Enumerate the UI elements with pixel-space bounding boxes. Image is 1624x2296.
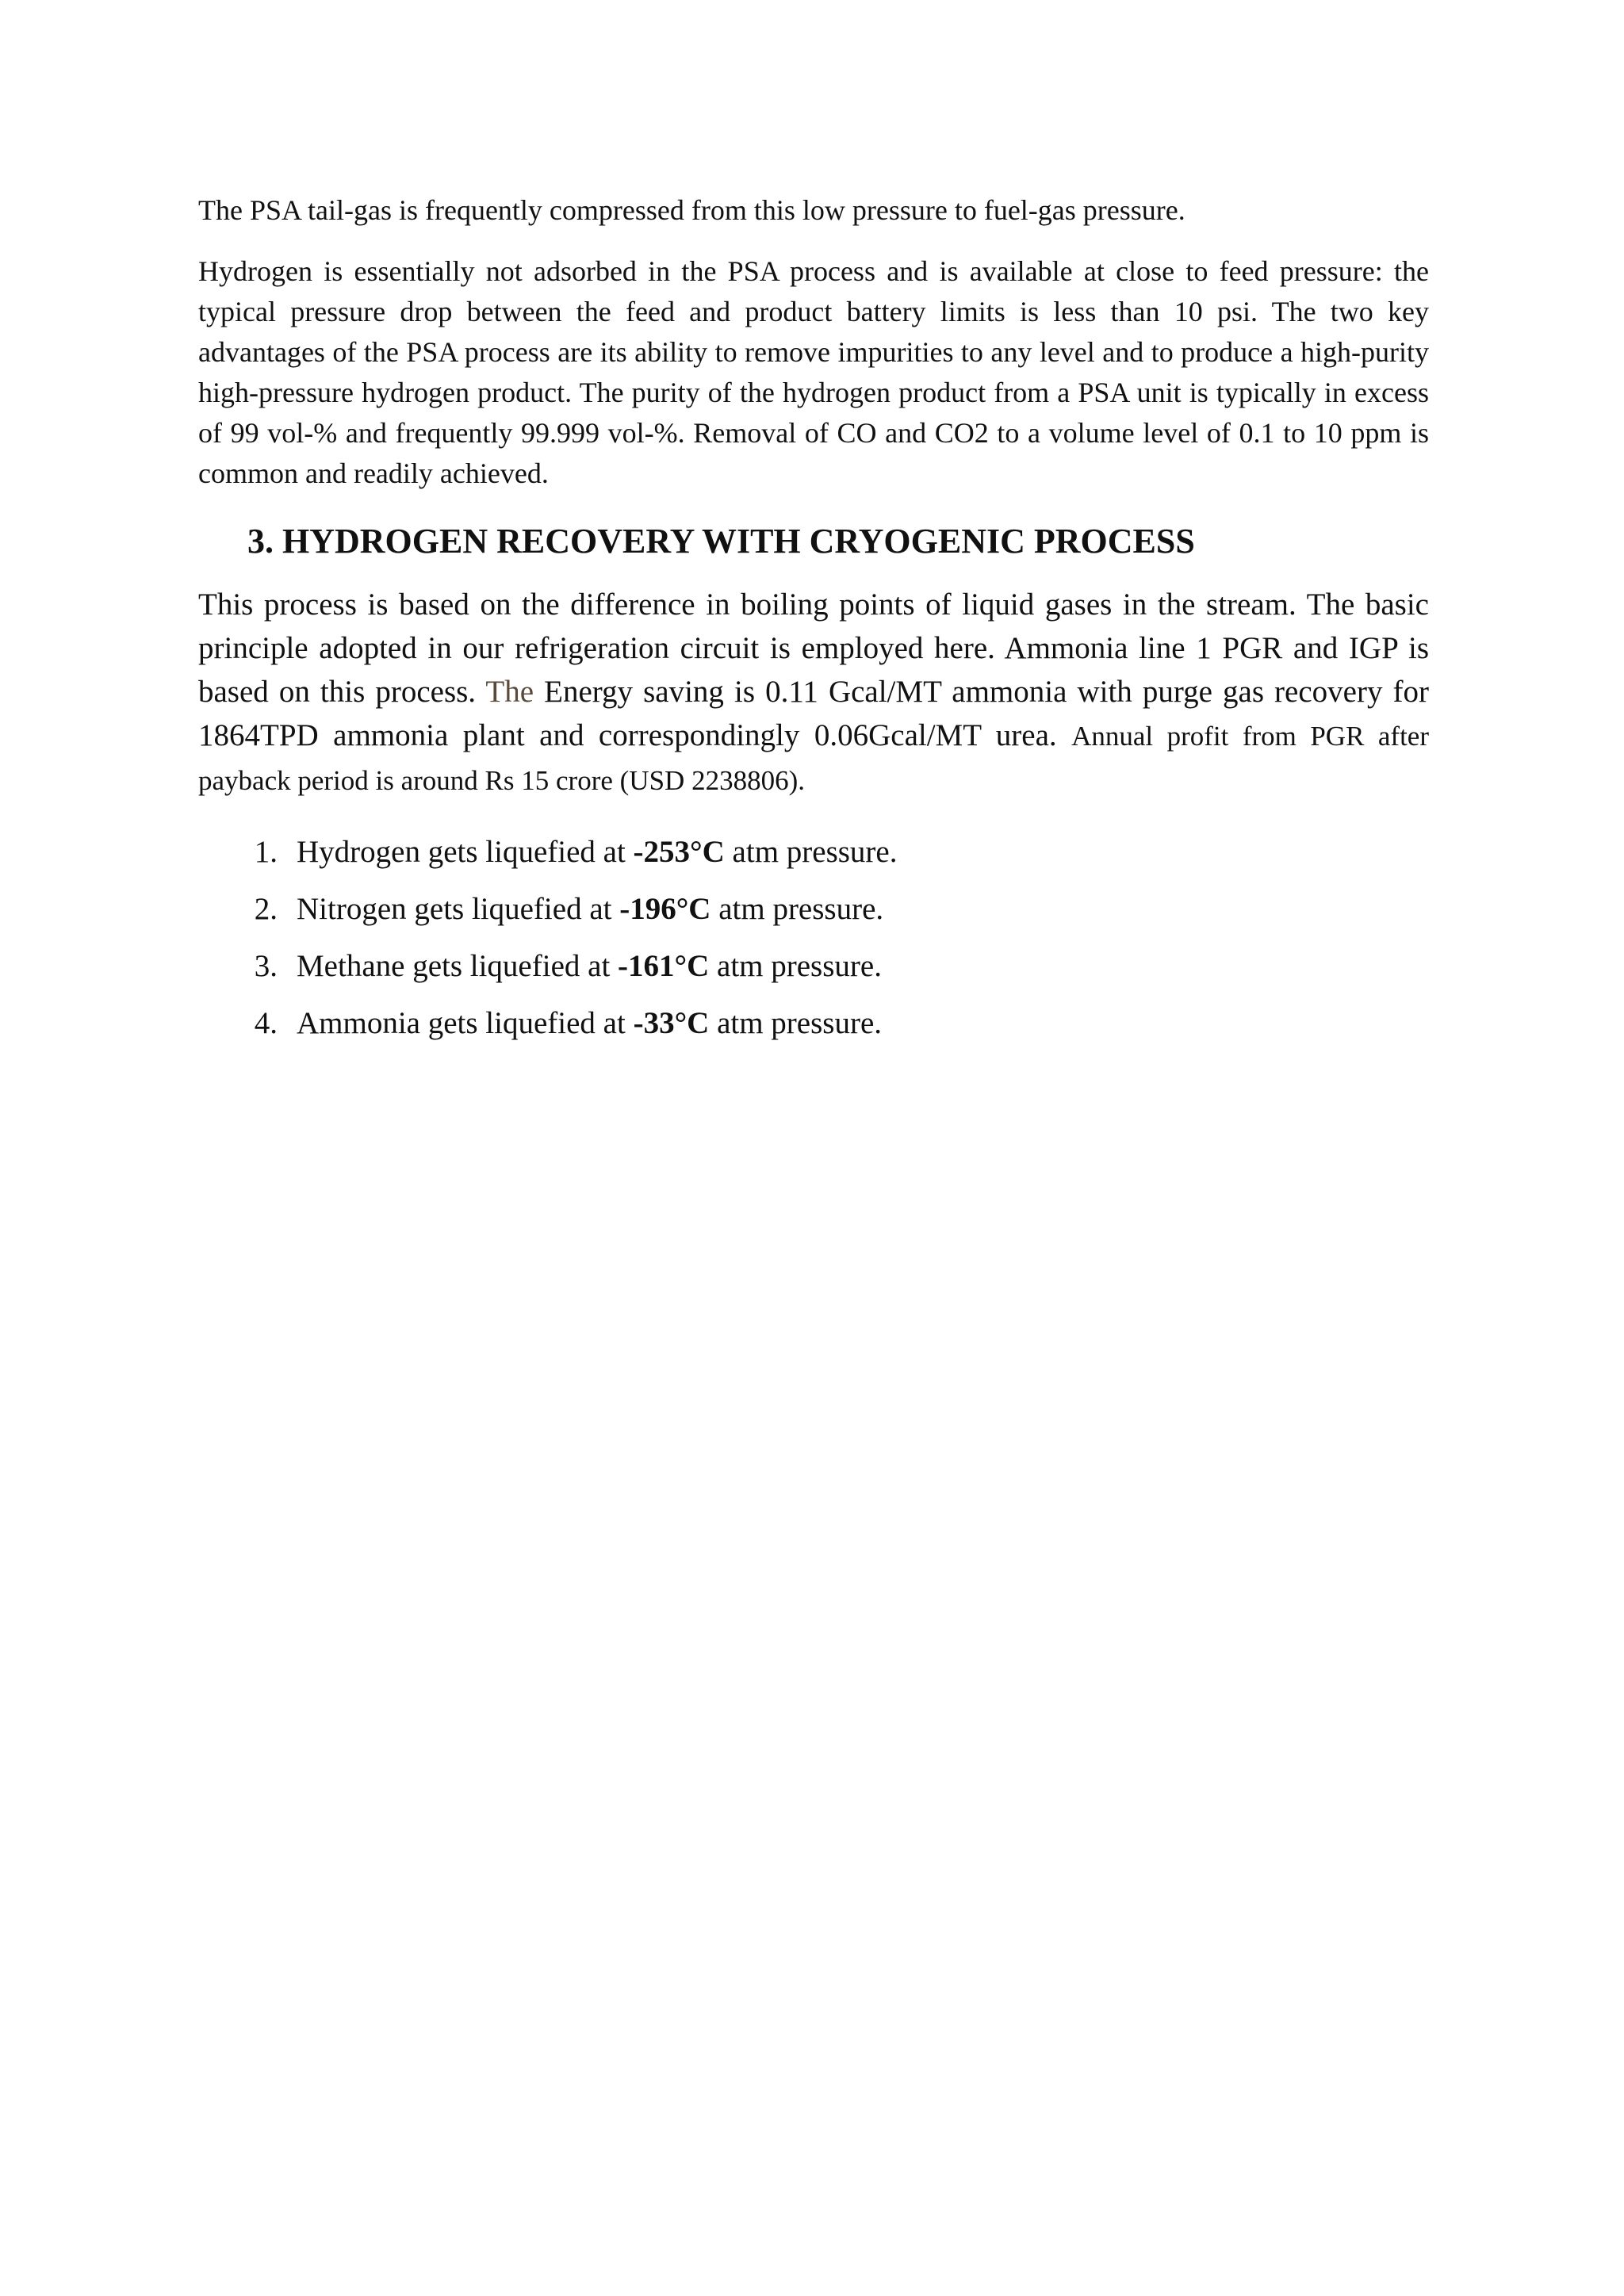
- list-item-temperature: -196°C: [619, 892, 711, 926]
- cryogenic-text-part2: The: [485, 675, 534, 709]
- list-item-number: 2.: [254, 892, 278, 926]
- list-item-temperature: -161°C: [618, 949, 710, 983]
- list-item-text: Nitrogen gets liquefied at -196°C atm pressure.: [297, 892, 884, 926]
- paragraph-psa-tail-gas: The PSA tail-gas is frequently compressed from this low pressure to fuel-gas pressure.: [198, 194, 1185, 226]
- list-item-number: 3.: [254, 949, 278, 983]
- list-item: [198, 947, 1429, 986]
- list-item: [198, 890, 1429, 929]
- paragraph-cryogenic-process: [198, 583, 1429, 802]
- list-item: [198, 1004, 1429, 1043]
- list-item-number: 4.: [254, 1006, 278, 1040]
- cryogenic-text-part3: Energy saving is 0.11 Gcal/MT ammonia with purge gas recovery for 1864TPD ammonia plant and correspondingly 0.06Gcal/MT urea.: [198, 675, 1429, 752]
- paragraph-psa-hydrogen: Hydrogen is essentially not adsorbed in the PSA process and is available at close to feed pressure: the typical pressure drop between the feed and product battery limits is less than 10 psi. The two key advantages of the PSA process are its ability to remove impurities to any level and to produce a high-purity high-pressure hydrogen product. The purity of the hydrogen product from a PSA unit is typically in excess of 99 vol-% and frequently 99.999 vol-%. Removal of CO and CO2 to a volume level of 0.1 to 10 ppm is common and readily achieved.: [198, 255, 1429, 489]
- list-item-text: Methane gets liquefied at -161°C atm pressure.: [297, 949, 882, 983]
- list-item-number: 1.: [254, 835, 278, 869]
- list-item-temperature: -33°C: [633, 1006, 710, 1040]
- section-heading: 3. HYDROGEN RECOVERY WITH CRYOGENIC PROCESS: [247, 522, 1195, 561]
- liquefaction-list: [198, 832, 1429, 1043]
- list-item-text: Ammonia gets liquefied at -33°C atm pressure.: [297, 1006, 883, 1040]
- document-page: [198, 190, 1429, 1061]
- list-item-temperature: -253°C: [633, 835, 725, 869]
- cryogenic-text-part1: This process is based on the difference in boiling points of liquid gases in the stream. The basic principle adopted in our refrigeration circuit is employed here. Ammonia line 1 PGR and IGP is based on this process.: [198, 587, 1429, 709]
- list-item-text: Hydrogen gets liquefied at -253°C atm pressure.: [297, 835, 898, 869]
- list-item: [198, 832, 1429, 872]
- cryogenic-text-part4: Annual profit from PGR after payback period is around Rs 15 crore (USD 2238806).: [198, 721, 1429, 796]
